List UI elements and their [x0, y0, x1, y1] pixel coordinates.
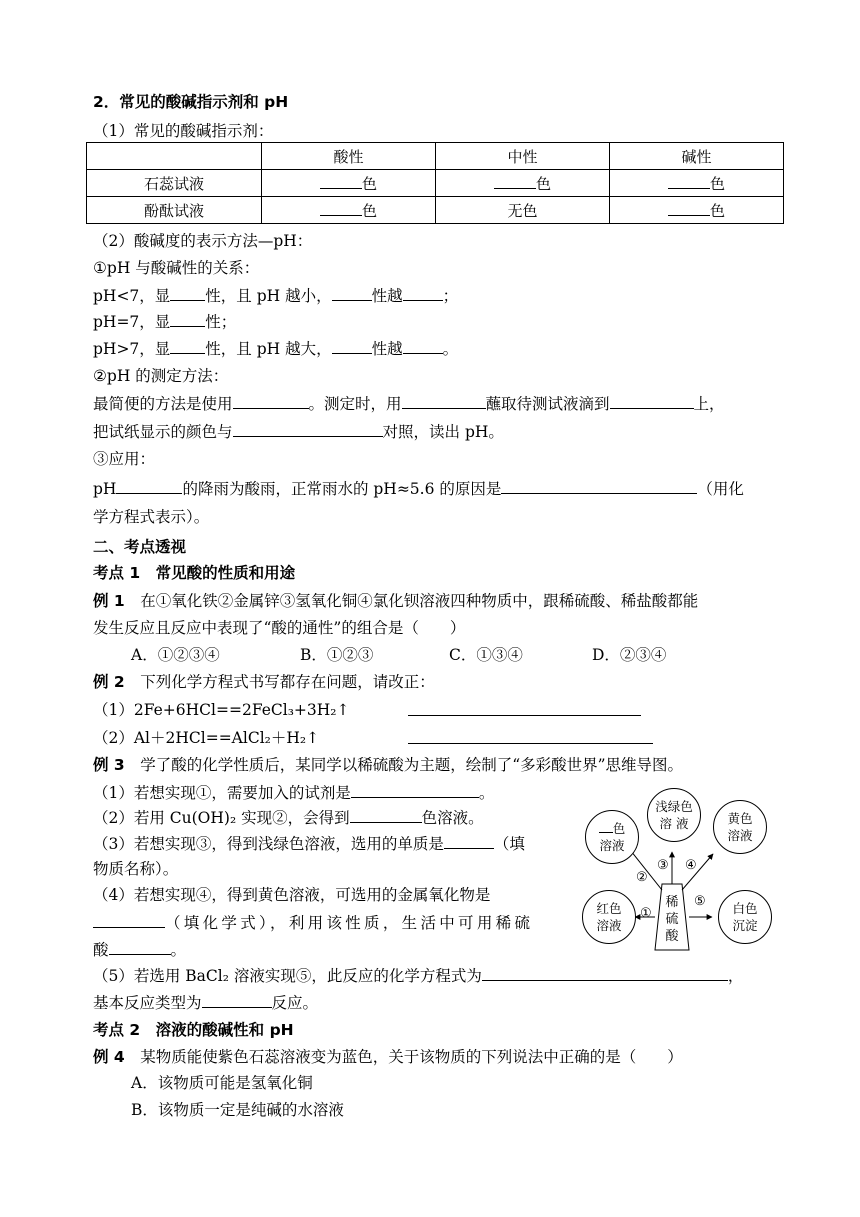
paragraph: ②pH 的测定方法： — [93, 367, 229, 385]
node-text: 白色 — [732, 901, 758, 916]
text: 。 — [170, 941, 187, 959]
option-a[interactable]: A．该物质可能是氢氧化铜 — [131, 1074, 313, 1092]
question-5-line2 — [93, 992, 318, 1013]
answer-blank[interactable] — [332, 338, 372, 354]
example-4 — [93, 1047, 683, 1067]
example-label: 例 4 — [93, 1048, 125, 1066]
text: （填 — [493, 835, 525, 853]
node-text: 色 — [612, 821, 626, 836]
label-3: ③ — [657, 858, 669, 873]
text: 上， — [693, 395, 725, 413]
subheading: （2）酸碱度的表示方法—pH： — [93, 232, 313, 250]
table-cell: 石蕊试液 — [87, 170, 262, 197]
node-text: 浅绿色 — [655, 799, 693, 814]
node-color-blank — [585, 810, 639, 864]
label-4: ④ — [685, 858, 697, 873]
answer-line — [408, 700, 641, 721]
answer-blank[interactable] — [610, 393, 694, 409]
node-text: 沉淀 — [732, 918, 758, 933]
question-4: （4）若想实现④，得到黄色溶液，可选用的金属氧化物是 — [93, 886, 491, 904]
text: 基本反应类型为 — [93, 994, 202, 1012]
example-label: 例 1 — [93, 592, 125, 610]
node-red — [582, 890, 636, 944]
node-text: 酸 — [665, 929, 679, 944]
text: 最简便的方法是使用 — [93, 395, 233, 413]
text: 酸 — [93, 941, 109, 959]
text: 学了酸的化学性质后，某同学以稀硫酸为主题，绘制了“多彩酸世界”思维导图。 — [140, 756, 684, 774]
answer-blank[interactable] — [350, 807, 422, 823]
cell-suffix: 色 — [709, 174, 725, 193]
answer-blank[interactable] — [202, 992, 272, 1008]
question-2 — [93, 807, 484, 828]
text: 某物质能使紫色石蕊溶液变为蓝色，关于该物质的下列说法中正确的是（ ） — [140, 1048, 683, 1066]
question-4-line2 — [93, 912, 533, 933]
text: ； — [442, 287, 459, 305]
paragraph: 学方程式表示）。 — [93, 508, 210, 526]
table-row — [87, 197, 784, 224]
answer-blank[interactable] — [668, 173, 710, 189]
answer-blank[interactable] — [668, 200, 710, 216]
mind-map — [556, 782, 788, 954]
flask-label — [664, 894, 680, 945]
option-a[interactable]: A．①②③④ — [131, 646, 220, 664]
node-text: 溶液 — [599, 838, 625, 853]
text: pH — [93, 480, 117, 498]
answer-blank[interactable] — [170, 311, 205, 327]
cell-suffix: 色 — [709, 201, 725, 220]
node-text: 溶液 — [596, 918, 622, 933]
text: 反应。 — [271, 994, 319, 1012]
text: 。 — [442, 340, 459, 358]
node-text: 溶液 — [727, 828, 753, 843]
paragraph: ③应用： — [93, 450, 156, 468]
answer-blank[interactable] — [170, 285, 205, 301]
text: 性，且 pH 越大， — [205, 340, 332, 358]
question-3 — [93, 833, 525, 854]
node-text: 硫 — [665, 912, 679, 927]
answer-blank[interactable] — [351, 782, 479, 798]
question-5 — [93, 965, 743, 986]
answer-blank[interactable] — [93, 912, 165, 928]
answer-blank[interactable] — [444, 833, 494, 849]
text: 。 — [478, 784, 495, 802]
node-text: 黄色 — [727, 811, 753, 826]
answer-blank[interactable] — [233, 421, 383, 437]
text: pH<7，显 — [93, 287, 171, 305]
text: 色溶液。 — [421, 809, 484, 827]
answer-blank[interactable] — [494, 173, 536, 189]
answer-blank[interactable] — [402, 393, 486, 409]
table-header: 碱性 — [610, 143, 784, 170]
measure-line — [93, 421, 504, 442]
node-yellow — [713, 800, 767, 854]
table-header-row — [87, 143, 784, 170]
table-cell — [262, 170, 436, 197]
answer-blank[interactable] — [170, 338, 205, 354]
cell-suffix: 色 — [361, 174, 377, 193]
table-cell — [262, 197, 436, 224]
text: （2）若用 Cu(OH)₂ 实现②，会得到 — [93, 809, 350, 827]
subheading: （1）常见的酸碱指示剂： — [93, 122, 274, 140]
answer-blank[interactable] — [599, 820, 613, 833]
table-cell: 酚酞试液 — [87, 197, 262, 224]
text: （用化 — [697, 480, 744, 498]
topic-heading: 考点 2 溶液的酸碱性和 pH — [93, 1021, 294, 1039]
text: 在①氧化铁②金属锌③氢氧化铜④氯化钡溶液四种物质中，跟稀硫酸、稀盐酸都能 — [140, 592, 699, 610]
example-label: 例 3 — [93, 756, 125, 774]
table-header: 酸性 — [262, 143, 436, 170]
answer-blank[interactable] — [109, 939, 171, 955]
table-cell — [610, 170, 784, 197]
label-2: ② — [636, 870, 648, 885]
cell-suffix: 色 — [535, 174, 551, 193]
ph-gt7-line — [93, 338, 458, 359]
answer-line — [408, 728, 653, 749]
measure-line — [93, 393, 725, 414]
equation-1: （1）2Fe+6HCl==2FeCl₃+3H₂↑ — [93, 701, 350, 719]
text: 性，且 pH 越小， — [205, 287, 332, 305]
text: （5）若选用 BaCl₂ 溶液实现⑤，此反应的化学方程式为 — [93, 967, 482, 985]
text: 性； — [205, 313, 237, 331]
node-white-precipitate — [718, 890, 772, 944]
example-3 — [93, 755, 683, 775]
answer-blank[interactable] — [408, 700, 641, 716]
answer-blank[interactable] — [233, 393, 309, 409]
text: （填化学式），利用该性质，生活中可用稀硫 — [165, 914, 534, 932]
text: 对照，读出 pH。 — [382, 423, 504, 441]
answer-blank[interactable] — [403, 338, 443, 354]
text: 。测定时，用 — [308, 395, 402, 413]
answer-blank[interactable] — [482, 965, 728, 981]
paragraph: 发生反应且反应中表现了“酸的通性”的组合是（ ） — [93, 619, 466, 637]
topic-heading: 考点 1 常见酸的性质和用途 — [93, 564, 296, 582]
paragraph: 物质名称）。 — [93, 860, 179, 878]
node-light-green — [647, 788, 701, 842]
text: 的降雨为酸雨，正常雨水的 pH≈5.6 的原因是 — [182, 480, 502, 498]
label-1: ① — [640, 906, 652, 921]
text: pH>7，显 — [93, 340, 171, 358]
text: 蘸取待测试液滴到 — [485, 395, 610, 413]
option-b[interactable]: B．①②③ — [300, 646, 374, 664]
table-cell — [436, 170, 610, 197]
text: 把试纸显示的颜色与 — [93, 423, 233, 441]
answer-blank[interactable] — [320, 200, 362, 216]
table-row — [87, 170, 784, 197]
node-text-line — [599, 820, 626, 837]
option-d[interactable]: D．②③④ — [592, 646, 667, 664]
text: ， — [727, 967, 744, 985]
example-label: 例 2 — [93, 673, 125, 691]
node-text: 红色 — [596, 901, 622, 916]
answer-blank[interactable] — [408, 728, 653, 744]
text: pH=7，显 — [93, 313, 171, 331]
section-heading: 2．常见的酸碱指示剂和 pH — [93, 93, 289, 111]
text: 性越 — [371, 340, 403, 358]
answer-blank[interactable] — [320, 173, 362, 189]
table-header — [87, 143, 262, 170]
table-header: 中性 — [436, 143, 610, 170]
label-5: ⑤ — [694, 894, 706, 909]
question-4-line3 — [93, 939, 186, 960]
example-2 — [93, 672, 435, 692]
text: 性越 — [371, 287, 403, 305]
cell-suffix: 色 — [361, 201, 377, 220]
answer-blank[interactable] — [332, 285, 372, 301]
table-cell — [610, 197, 784, 224]
option-c[interactable]: C．①③④ — [449, 646, 523, 664]
question-1 — [93, 782, 494, 803]
ph-lt7-line — [93, 285, 458, 306]
text: （3）若想实现③，得到浅绿色溶液，选用的单质是 — [93, 835, 444, 853]
node-text: 溶 液 — [659, 816, 689, 831]
node-text: 稀 — [665, 895, 679, 910]
example-1 — [93, 591, 698, 611]
option-b[interactable]: B．该物质一定是纯碱的水溶液 — [131, 1101, 344, 1119]
ph-eq7-line — [93, 311, 236, 332]
section-heading: 二、考点透视 — [93, 538, 187, 556]
equation-2: （2）Al＋2HCl==AlCl₂＋H₂↑ — [93, 729, 320, 747]
answer-blank[interactable] — [501, 478, 697, 494]
table-cell: 无色 — [436, 197, 610, 224]
paragraph: ①pH 与酸碱性的关系： — [93, 259, 260, 277]
answer-blank[interactable] — [116, 478, 182, 494]
application-line — [93, 478, 744, 499]
answer-blank[interactable] — [403, 285, 443, 301]
text: （1）若想实现①，需要加入的试剂是 — [93, 784, 351, 802]
indicator-table — [86, 142, 784, 224]
text: 下列化学方程式书写都存在问题，请改正： — [140, 673, 435, 691]
